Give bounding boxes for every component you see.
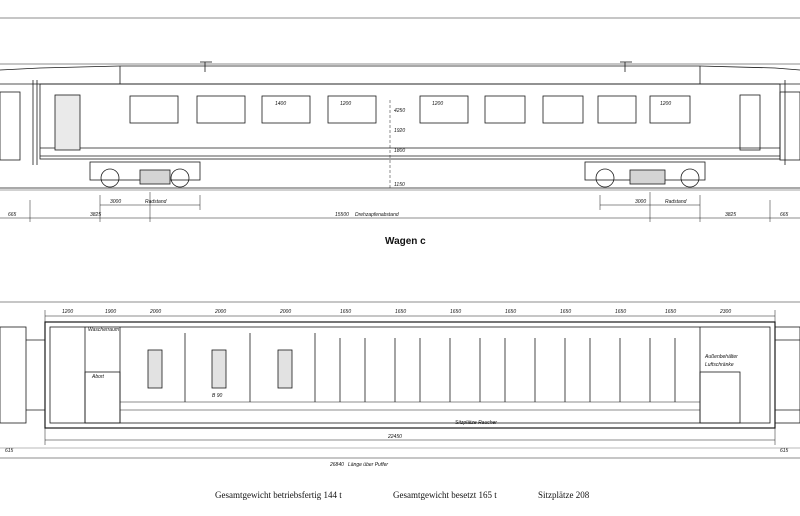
window-dim-3: 1200 — [432, 101, 444, 107]
wasch-label: Wascherraum — [88, 327, 120, 333]
seat-count: Sitzplätze 208 — [538, 490, 590, 500]
seating-label: Sitzplätze Raucher — [455, 420, 497, 426]
weight-ready: Gesamtgewicht betriebsfertig 144 t — [215, 490, 342, 500]
plan-dim-0: 1200 — [62, 309, 74, 315]
window-dim-4: 1200 — [660, 101, 672, 107]
height-dim-1: 4250 — [394, 108, 406, 114]
window-dim-1: 1400 — [275, 101, 287, 107]
inner-length-dim: 22450 — [388, 434, 402, 440]
wheelbase-left-dim: 3000 — [110, 199, 122, 205]
plan-dim-8: 1650 — [505, 309, 517, 315]
weight-occupied: Gesamtgewicht besetzt 165 t — [393, 490, 497, 500]
side-elevation — [0, 18, 800, 222]
plan-dim-4: 2000 — [280, 309, 292, 315]
plan-dim-12: 2300 — [720, 309, 732, 315]
end-right-dim: 665 — [780, 212, 789, 218]
total-length-label: Länge über Puffer — [348, 462, 389, 468]
plan-dim-9: 1650 — [560, 309, 572, 315]
overhang-left-dim: 3825 — [90, 212, 102, 218]
wagon-caption: Wagen c — [385, 236, 426, 247]
b90-label: B 90 — [212, 393, 223, 399]
plan-dim-7: 1650 — [450, 309, 462, 315]
side-view-labels — [8, 101, 789, 218]
footer-specs — [215, 490, 590, 500]
plan-dim-5: 1650 — [340, 309, 352, 315]
height-dim-2: 1920 — [394, 128, 406, 134]
end-left-dim: 665 — [8, 212, 17, 218]
plan-dim-2: 2000 — [150, 309, 162, 315]
height-dim-4: 1150 — [394, 182, 405, 188]
abort-label: Abort — [92, 374, 104, 380]
pivot-dim: 15500 — [335, 212, 349, 218]
radstand-right-label: Radstand — [665, 199, 687, 205]
plan-dim-6: 1650 — [395, 309, 407, 315]
plan-dim-3: 2000 — [215, 309, 227, 315]
drehzapfen-label: Drehzapfenabstand — [355, 212, 399, 218]
right-end-dim: 615 — [780, 448, 789, 454]
luftschrank-label: Luftschränke — [705, 362, 734, 368]
plan-dim-11: 1650 — [665, 309, 677, 315]
left-end-dim: 615 — [5, 448, 14, 454]
height-dim-3: 1800 — [394, 148, 406, 154]
window-dim-2: 1200 — [340, 101, 352, 107]
aussen-label: Außenbehälter — [705, 354, 738, 360]
radstand-left-label: Radstand — [145, 199, 167, 205]
total-length-dim: 26840 — [330, 462, 344, 468]
wheelbase-right-dim: 3000 — [635, 199, 647, 205]
plan-dim-1: 1900 — [105, 309, 117, 315]
plan-dim-10: 1650 — [615, 309, 627, 315]
overhang-right-dim: 3825 — [725, 212, 737, 218]
plan-dimension-row — [62, 309, 731, 315]
plan-view-labels — [5, 309, 789, 468]
